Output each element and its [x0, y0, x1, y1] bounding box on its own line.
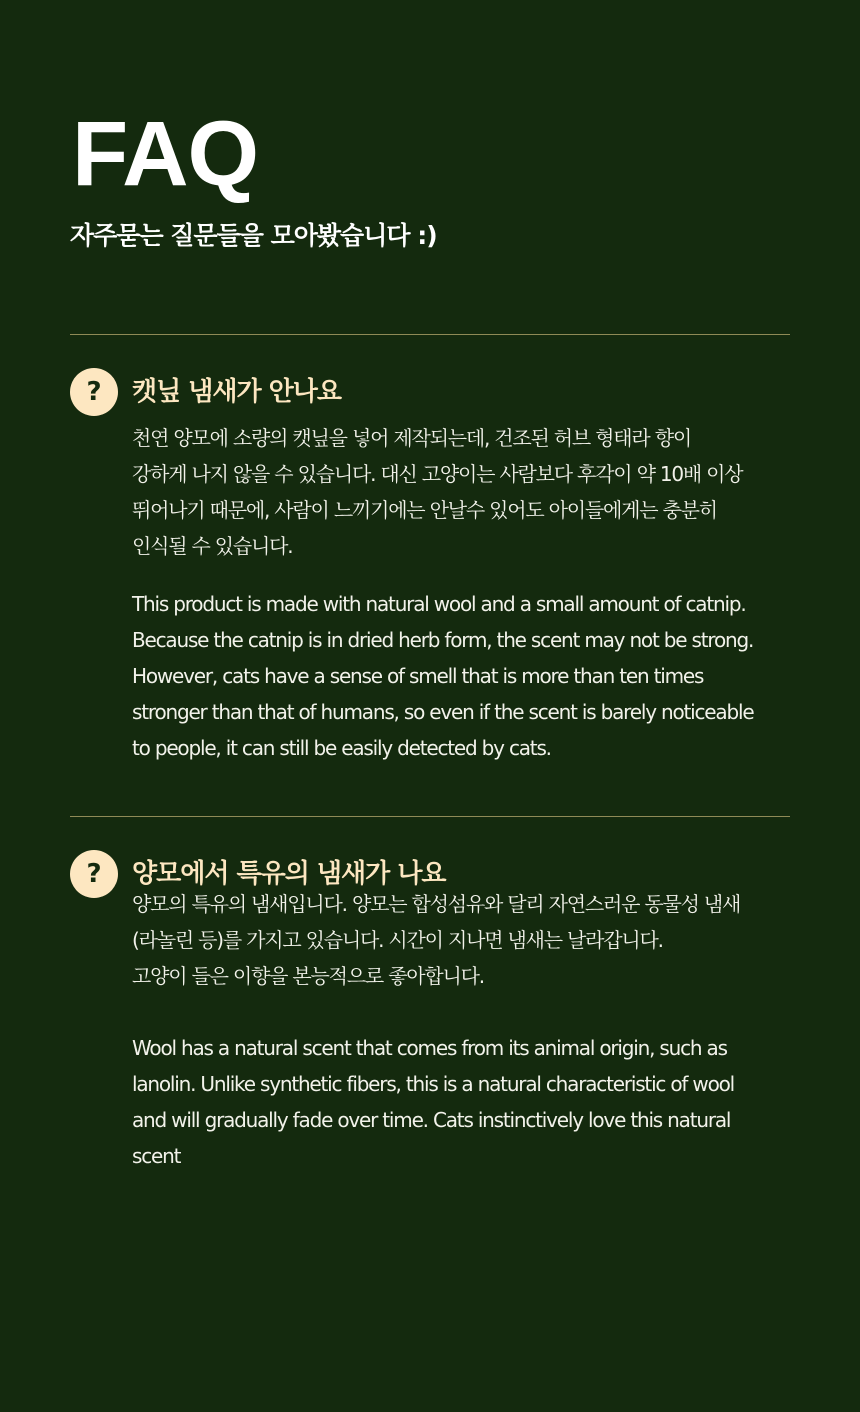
- answer-line: 고양이 들은 이향을 본능적으로 좋아합니다.: [132, 964, 484, 988]
- answer-line: 인식될 수 있습니다.: [132, 534, 293, 558]
- faq-answer: [132, 420, 792, 766]
- question-mark-icon: ?: [70, 368, 118, 416]
- answer-line: Because the catnip is in dried herb form, the scent may not be strong.: [132, 628, 754, 652]
- paragraph-gap: [132, 564, 792, 586]
- faq-question: 캣닢 냄새가 안나요: [132, 377, 342, 407]
- answer-english: [132, 1030, 792, 1174]
- answer-line: stronger than that of humans, so even if the scent is barely noticeable: [132, 700, 754, 724]
- answer-line: scent: [132, 1144, 181, 1168]
- answer-line: 뛰어나기 때문에, 사람이 느끼기에는 안날수 있어도 아이들에게는 충분히: [132, 498, 717, 522]
- answer-korean: [132, 420, 792, 564]
- answer-line: However, cats have a sense of smell that is more than ten times: [132, 664, 704, 688]
- answer-line: to people, it can still be easily detected by cats.: [132, 736, 551, 760]
- answer-korean: [132, 886, 792, 994]
- section-divider: [70, 816, 790, 817]
- answer-line: This product is made with natural wool and a small amount of catnip.: [132, 592, 746, 616]
- section-divider: [70, 334, 790, 335]
- answer-line: 강하게 나지 않을 수 있습니다. 대신 고양이는 사람보다 후각이 약 10배 이상: [132, 462, 743, 486]
- answer-english: [132, 586, 792, 766]
- faq-answer: [132, 886, 792, 1174]
- answer-line: 양모의 특유의 냄새입니다. 양모는 합성섬유와 달리 자연스러운 동물성 냄새: [132, 892, 741, 916]
- answer-line: lanolin. Unlike synthetic fibers, this is a natural characteristic of wool: [132, 1072, 735, 1096]
- answer-line: (라놀린 등)를 가지고 있습니다. 시간이 지나면 냄새는 날라갑니다.: [132, 928, 663, 952]
- question-mark-icon: ?: [70, 850, 118, 898]
- answer-line: 천연 양모에 소량의 캣닢을 넣어 제작되는데, 건조된 허브 형태라 향이: [132, 426, 691, 450]
- page-title: FAQ: [72, 103, 259, 205]
- page-subtitle: 자주묻는 질문들을 모아봤습니다 :): [70, 221, 437, 250]
- faq-question: 양모에서 특유의 냄새가 나요: [132, 859, 446, 889]
- paragraph-gap: [132, 994, 792, 1030]
- answer-line: and will gradually fade over time. Cats instinctively love this natural: [132, 1108, 731, 1132]
- answer-line: Wool has a natural scent that comes from its animal origin, such as: [132, 1036, 727, 1060]
